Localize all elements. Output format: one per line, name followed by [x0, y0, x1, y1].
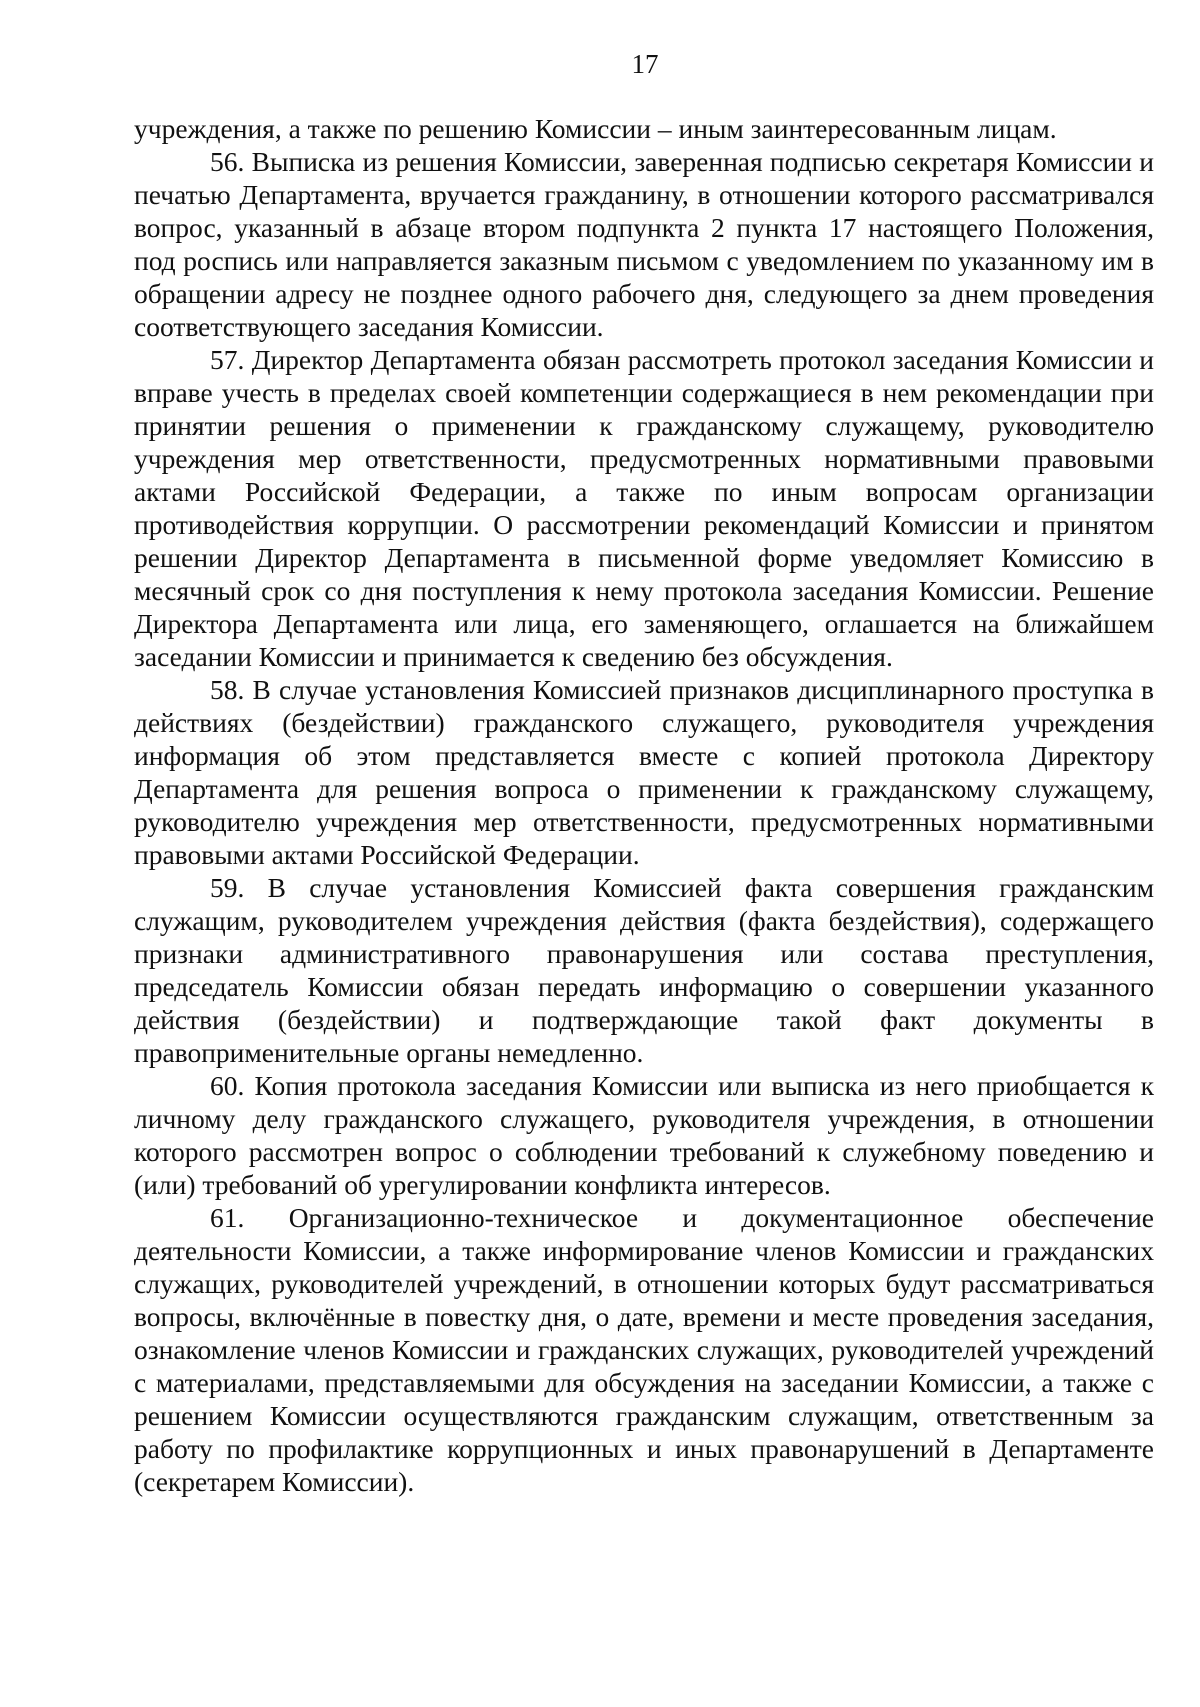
paragraph-60: 60. Копия протокола заседания Комиссии или выписка из него приобщается к личному делу гражданского служащего, руководителя учреждения, в отношении которого рассмотрен вопрос о соблюдении требований к служебному поведению и (или) требований об урегулировании конфликта интересов.	[134, 1070, 1154, 1200]
document-body	[134, 112, 1154, 1498]
paragraph-61: 61. Организационно-техническое и документационное обеспечение деятельности Комиссии, а также информирование членов Комиссии и гражданских служащих, руководителей учреждений, в отношении которых будут рассматриваться вопросы, включённые в повестку дня, о дате, времени и месте проведения заседания, ознакомление членов Комиссии и гражданских служащих, руководителей учреждений с материалами, представляемыми для обсуждения на заседании Комиссии, а также с решением Комиссии осуществляются гражданским служащим, ответственным за работу по профилактике коррупционных и иных правонарушений в Департаменте (секретарем Комиссии).	[134, 1202, 1154, 1497]
paragraph-57: 57. Директор Департамента обязан рассмотреть протокол заседания Комиссии и вправе учесть в пределах своей компетенции содержащиеся в нем рекомендации при принятии решения о применении к гражданскому служащему, руководителю учреждения мер ответственности, предусмотренных нормативными правовыми актами Российской Федерации, а также по иным вопросам организации противодействия коррупции. О рассмотрении рекомендаций Комиссии и принятом решении Директор Департамента в письменной форме уведомляет Комиссию в месячный срок со дня поступления к нему протокола заседания Комиссии. Решение Директора Департамента или лица, его заменяющего, оглашается на ближайшем заседании Комиссии и принимается к сведению без обсуждения.	[134, 344, 1154, 672]
page-number: 17	[631, 49, 659, 79]
paragraph-continuation: учреждения, а также по решению Комиссии – иным заинтересованным лицам.	[134, 113, 1057, 144]
paragraph-56: 56. Выписка из решения Комиссии, заверенная подписью секретаря Комиссии и печатью Департамента, вручается гражданину, в отношении которого рассматривался вопрос, указанный в абзаце втором подпункта 2 пункта 17 настоящего Положения, под роспись или направляется заказным письмом с уведомлением по указанному им в обращении адресу не позднее одного рабочего дня, следующего за днем проведения соответствующего заседания Комиссии.	[134, 146, 1154, 342]
paragraph-58: 58. В случае установления Комиссией признаков дисциплинарного проступка в действиях (бездействии) гражданского служащего, руководителя учреждения информация об этом представляется вместе с копией протокола Директору Департамента для решения вопроса о применении к гражданскому служащему, руководителю учреждения мер ответственности, предусмотренных нормативными правовыми актами Российской Федерации.	[134, 674, 1154, 870]
paragraph-59: 59. В случае установления Комиссией факта совершения гражданским служащим, руководителем учреждения действия (факта бездействия), содержащего признаки административного правонарушения или состава преступления, председатель Комиссии обязан передать информацию о совершении указанного действия (бездействии) и подтверждающие такой факт документы в правоприменительные органы немедленно.	[134, 872, 1154, 1068]
